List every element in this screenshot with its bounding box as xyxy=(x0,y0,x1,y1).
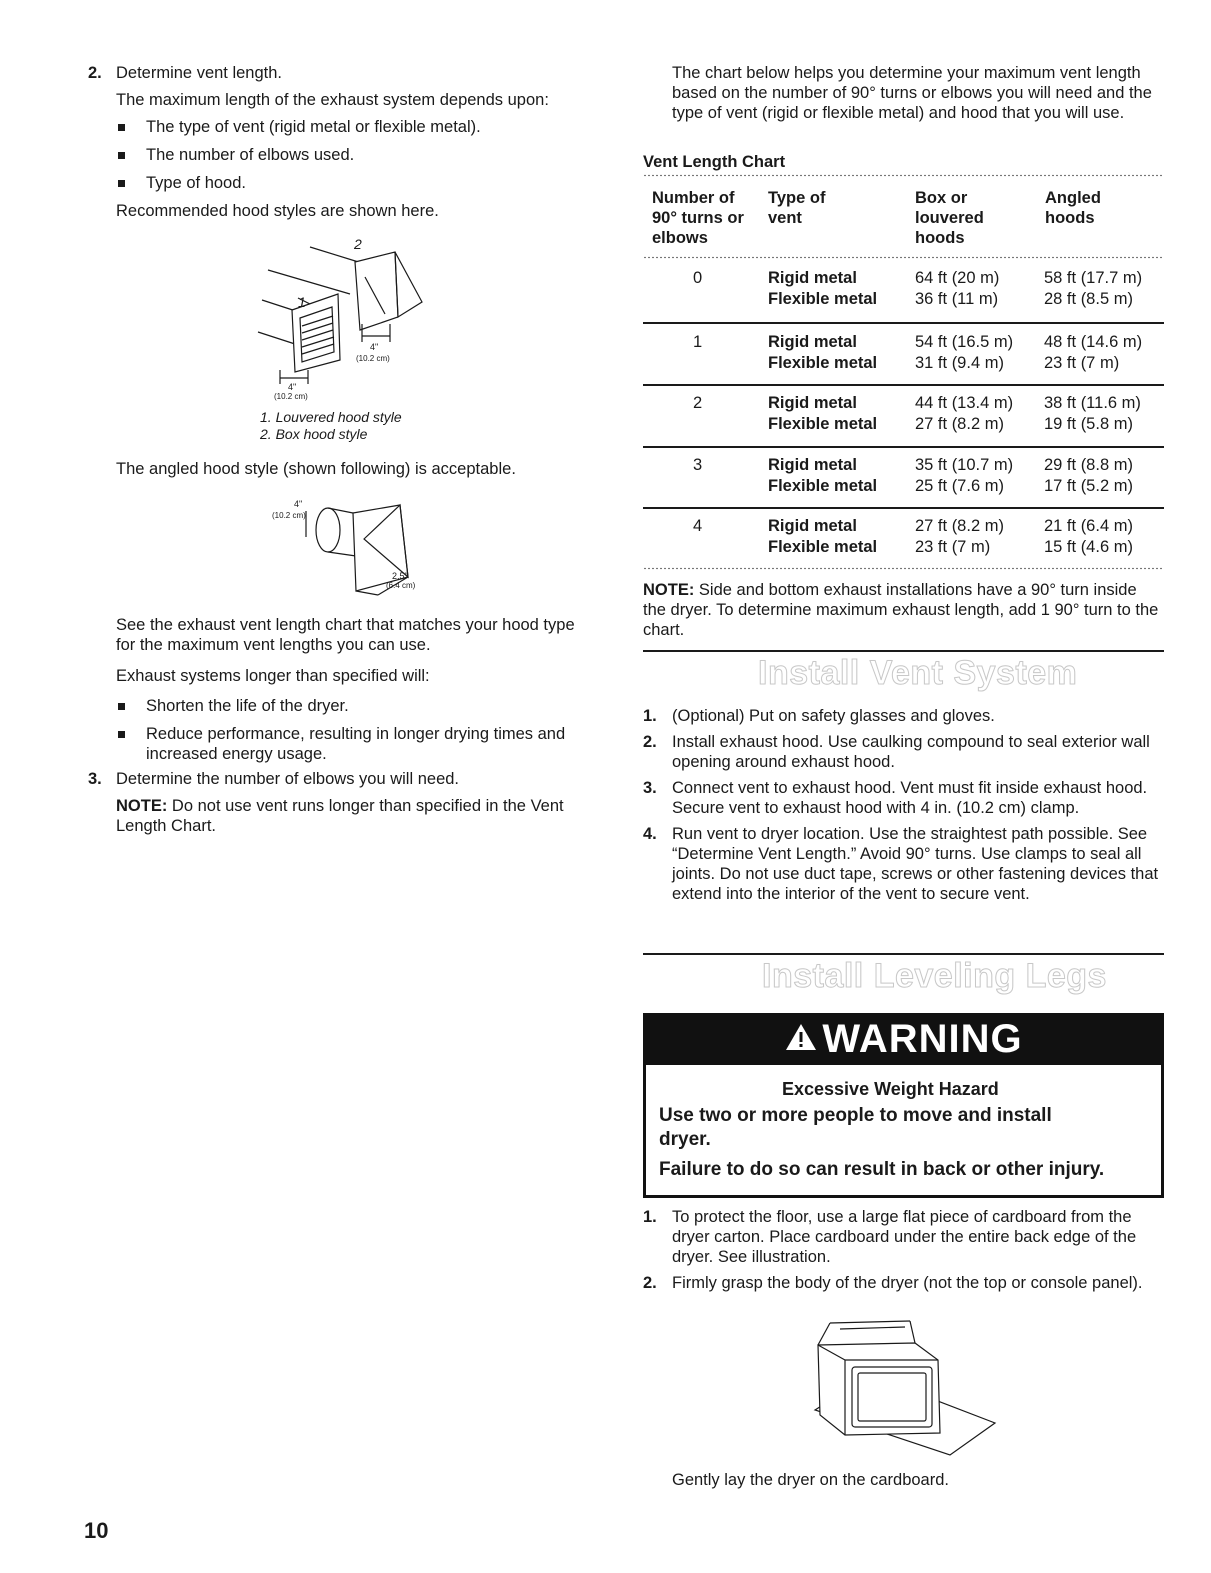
list-item: 1. To protect the floor, use a large flat piece of cardboard from the dryer carton. Place cardboard under the entire back edge of the dryer. See illustration. xyxy=(643,1208,1137,1266)
bullet-item: The number of elbows used. xyxy=(146,146,355,164)
list-item: 1. (Optional) Put on safety glasses and gloves. xyxy=(643,707,995,725)
bullet-item: Type of hood. xyxy=(146,174,246,192)
dryer-caption: Gently lay the dryer on the cardboard. xyxy=(672,1471,949,1489)
chart-top-border xyxy=(643,174,1164,177)
step-2-number: 2. xyxy=(88,64,102,82)
list-item: 2. Firmly grasp the body of the dryer (not the top or console panel). xyxy=(643,1274,1143,1292)
row-divider xyxy=(643,446,1164,448)
hood-styles-text: Recommended hood styles are shown here. xyxy=(116,202,439,220)
warning-hazard: Excessive Weight Hazard xyxy=(782,1079,999,1099)
section-title-install-vent: Install Vent System xyxy=(758,654,1078,692)
warning-consequence: Failure to do so can result in back or other injury. xyxy=(659,1159,1105,1180)
warning-title: WARNING xyxy=(822,1017,1023,1061)
hood-styles-figure xyxy=(250,232,450,402)
step-2-title: Determine vent length. xyxy=(116,64,283,82)
bullet-marker xyxy=(118,703,125,710)
angled-hood-text: The angled hood style (shown following) is acceptable. xyxy=(116,460,516,478)
section-title-leveling-legs: Install Leveling Legs xyxy=(762,957,1107,995)
page-number: 10 xyxy=(84,1518,109,1543)
dimension-label: 4" xyxy=(288,382,297,392)
figure-caption: 1. Louvered hood style xyxy=(260,409,402,425)
step-3-number: 3. xyxy=(88,770,102,788)
chart-row-4: 4 Rigid metal Flexible metal 27 ft (8.2 m) 23 ft (7 m) 21 ft (6.4 m) 15 ft (4.6 m) xyxy=(693,517,1133,556)
row-divider xyxy=(643,384,1164,386)
bullet-item: Shorten the life of the dryer. xyxy=(146,697,349,715)
leg-step-list xyxy=(643,1207,1165,1299)
dimension-label: 4" xyxy=(294,499,303,509)
chart-row-3: 3 Rigid metal Flexible metal 35 ft (10.7 m) 25 ft (7.6 m) 29 ft (8.8 m) 17 ft (5.2 m) xyxy=(693,456,1133,495)
vent-step-list xyxy=(643,706,1165,910)
chart-row-1: 1 Rigid metal Flexible metal 54 ft (16.5 m) 31 ft (9.4 m) 48 ft (14.6 m) 23 ft (7 m) xyxy=(693,333,1143,372)
warning-banner xyxy=(643,1013,1164,1065)
chart-bottom-border xyxy=(643,567,1164,570)
chart-row-0: 0 Rigid metal Flexible metal 64 ft (20 m) 36 ft (11 m) 58 ft (17.7 m) 28 ft (8.5 m) xyxy=(693,269,1143,308)
chart-title: Vent Length Chart xyxy=(643,153,786,171)
dimension-label: (6.4 cm) xyxy=(386,581,416,590)
row-divider xyxy=(643,322,1164,324)
figure-caption: 2. Box hood style xyxy=(260,426,368,442)
bullet-marker xyxy=(118,180,125,187)
dimension-label: 4" xyxy=(370,342,379,352)
bullet-marker xyxy=(118,731,125,738)
chart-note: NOTE: Side and bottom exhaust installations have a 90° turn inside the dryer. To determine maximum exhaust length, add 1 90° turn to the chart. xyxy=(643,581,1159,639)
header-angled: Angled hoods xyxy=(1045,189,1101,227)
chart-intro: The chart below helps you determine your maximum vent length based on the number of 90° turns or elbows you will need and the type of vent (rigid or flexible metal) and hood that you will use. xyxy=(672,64,1152,122)
warning-instruction: Use two or more people to move and install dryer. xyxy=(659,1105,1052,1150)
bullet-item: The type of vent (rigid metal or flexible metal). xyxy=(146,118,481,136)
angled-hood-figure xyxy=(268,495,438,605)
list-item: 3. Connect vent to exhaust hood. Vent must fit inside exhaust hood. Secure vent to exhaust hood with 4 in. (10.2 cm) clamp. xyxy=(643,779,1148,817)
see-chart-text: See the exhaust vent length chart that matches your hood type for the maximum vent lengths you can use. xyxy=(116,616,575,654)
list-item: 2. Install exhaust hood. Use caulking compound to seal exterior wall opening around exhaust hood. xyxy=(643,733,1150,771)
dimension-label: (10.2 cm) xyxy=(274,392,308,401)
longer-systems-text: Exhaust systems longer than specified will: xyxy=(116,667,430,685)
chart-row-2: 2 Rigid metal Flexible metal 44 ft (13.4 m) 27 ft (8.2 m) 38 ft (11.6 m) 19 ft (5.8 m) xyxy=(693,394,1141,433)
header-turns: Number of 90° turns or elbows xyxy=(652,189,744,247)
header-border xyxy=(643,256,1164,259)
section-divider xyxy=(643,650,1164,652)
header-box-louvered: Box or louvered hoods xyxy=(915,189,984,247)
dryer-on-cardboard-figure xyxy=(800,1315,1000,1465)
step-3-note: NOTE: Do not use vent runs longer than specified in the Vent Length Chart. xyxy=(116,797,564,835)
section-divider xyxy=(643,953,1164,955)
row-divider xyxy=(643,507,1164,509)
figure-callout-2: 2 xyxy=(354,236,362,252)
header-vent-type: Type of vent xyxy=(768,189,826,227)
bullet-item: Reduce performance, resulting in longer drying times and increased energy usage. xyxy=(146,725,566,763)
list-item: 4. Run vent to dryer location. Use the straightest path possible. See “Determine Vent Length.” Avoid 90° turns. Use clamps to seal all joints. Do not use duct tape, screws or other fastening devices that extend into the interior of the vent to secure vent. xyxy=(643,825,1159,903)
dimension-label: (10.2 cm) xyxy=(356,354,390,363)
dimension-label: 2.5" xyxy=(392,571,408,581)
bullet-marker xyxy=(118,124,125,131)
step-2-intro: The maximum length of the exhaust system depends upon: xyxy=(116,91,549,109)
figure-callout-1: 1 xyxy=(298,294,306,310)
step-3-title: Determine the number of elbows you will need. xyxy=(116,770,460,788)
warning-triangle-icon xyxy=(784,1022,818,1057)
bullet-marker xyxy=(118,152,125,159)
dimension-label: (10.2 cm) xyxy=(272,511,306,520)
